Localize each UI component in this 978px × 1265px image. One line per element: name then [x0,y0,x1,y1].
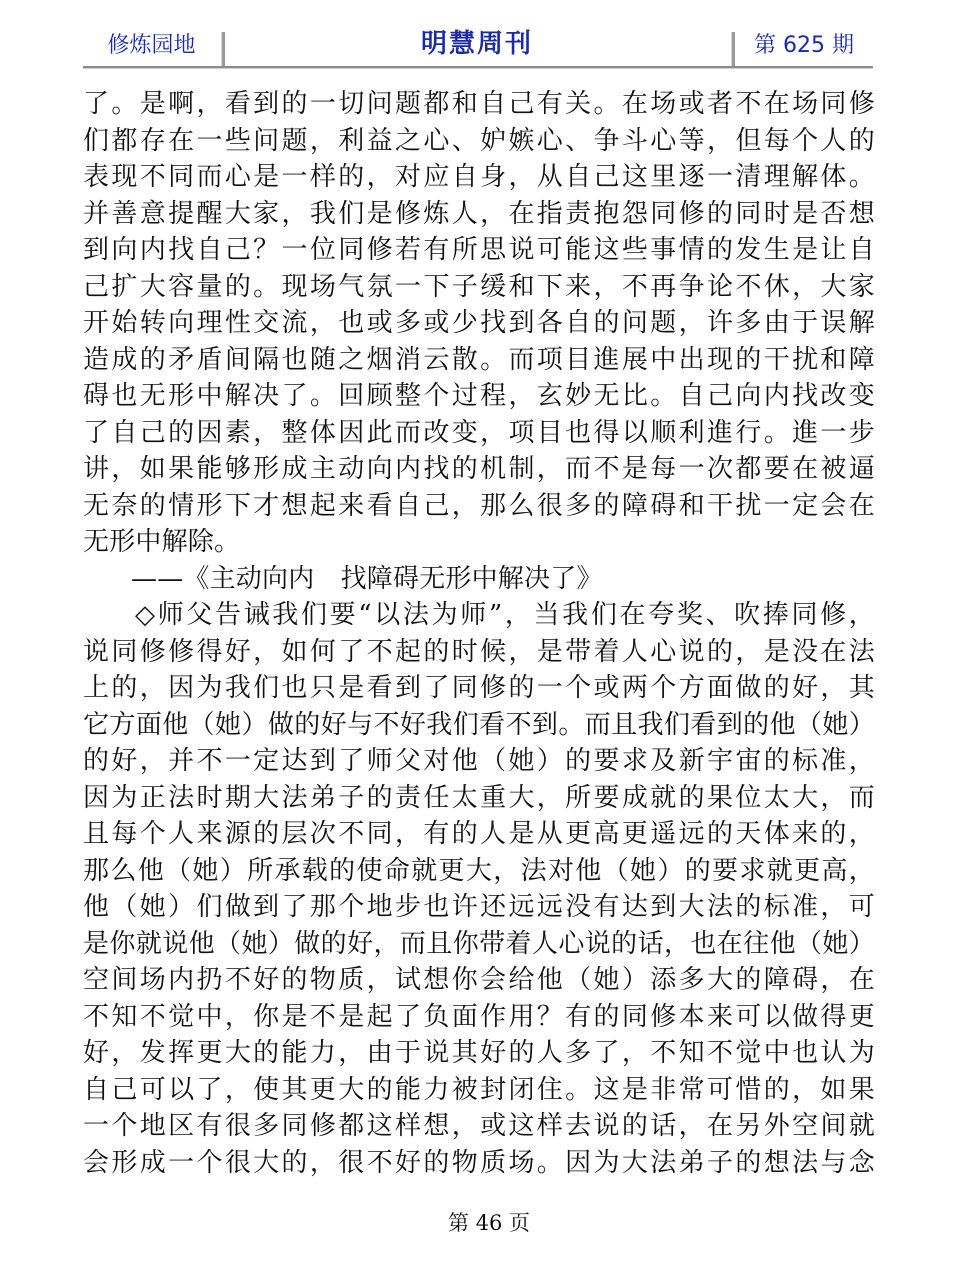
text-line: 因为正法时期大法弟子的责任太重大，所要成就的果位太大，而 [83,782,875,813]
text-line: 好，发挥更大的能力，由于说其好的人多了，不知不觉中也认为 [83,1038,875,1068]
header-rule [83,66,873,69]
text-line: 一个地区有很多同修都这样想，或这样去说的话，在另外空间就 [83,1111,875,1141]
publication-title: 明慧周刊 [420,29,533,59]
text-line: 了。是啊，看到的一切问题都和自己有关。在场或者不在场同修 [83,89,875,119]
text-line: 造成的矛盾间隔也随之烟消云散。而项目進展中出现的干扰和障 [83,344,875,375]
text-line: 无形中解除。 [83,527,241,557]
text-line: 且每个人来源的层次不同，有的人是从更高更遥远的天体来的， [83,819,875,849]
text-line: 了自己的因素，整体因此而改变，项目也得以顺利進行。進一步 [83,417,875,448]
article-attribution: ——《主动向内 找障碍无形中解决了》 [131,563,603,594]
page-header [83,20,873,70]
text-line: 开始转向理性交流，也或多或少找到各自的问题，许多由于误解 [83,308,875,338]
text-line: 会形成一个很大的，很不好的物质场。因为大法弟子的想法与念 [83,1147,875,1178]
text-line: 空间场内扔不好的物质，试想你会给他（她）添多大的障碍，在 [83,965,875,995]
section-title: 修炼园地 [107,33,196,58]
text-line: 自己可以了，使其更大的能力被封闭住。这是非常可惜的，如果 [83,1074,875,1105]
text-line: 他（她）们做到了那个地步也许还远远没有达到大法的标准，可 [83,892,875,922]
article-body [83,86,875,1181]
text-line: ◇师父告诫我们要“以法为师”，当我们在夸奖、吹捧同修， [135,600,875,630]
text-line: 上的，因为我们也只是看到了同修的一个或两个方面做的好，其 [83,673,875,703]
text-line: 的好，并不一定达到了师父对他（她）的要求及新宇宙的标准， [83,746,875,776]
issue-number: 第 625 期 [754,33,854,58]
text-line: 是你就说他（她）做的好，而且你带着人心说的话，也在往他（她） [83,928,875,959]
text-line: 表现不同而心是一样的，对应自身，从自己这里逐一清理解体。 [83,162,875,192]
text-line: 到向内找自己？一位同修若有所思说可能这些事情的发生是让自 [83,235,875,265]
page-number: 第 46 页 [447,1211,531,1235]
text-line: 碍也无形中解决了。回顾整个过程，玄妙无比。自己向内找改变 [83,381,875,411]
text-line: 说同修修得好，如何了不起的时候，是带着人心说的，是没在法 [83,636,875,667]
text-line: 不知不觉中，你是不是起了负面作用？有的同修本来可以做得更 [83,1001,875,1032]
text-line: 那么他（她）所承载的使命就更大，法对他（她）的要求就更高， [83,855,875,886]
text-line: 们都存在一些问题，利益之心、妒嫉心、争斗心等，但每个人的 [83,125,875,156]
text-line: 并善意提醒大家，我们是修炼人，在指责抱怨同修的同时是否想 [83,198,875,229]
text-line: 讲，如果能够形成主动向内找的机制，而不是每一次都要在被逼 [83,454,875,484]
text-line: 它方面他（她）做的好与不好我们看不到。而且我们看到的他（她） [83,709,875,740]
text-line: 己扩大容量的。现场气氛一下子缓和下来，不再争论不休，大家 [83,271,875,302]
text-line: 无奈的情形下才想起来看自己，那么很多的障碍和干扰一定会在 [83,490,875,521]
